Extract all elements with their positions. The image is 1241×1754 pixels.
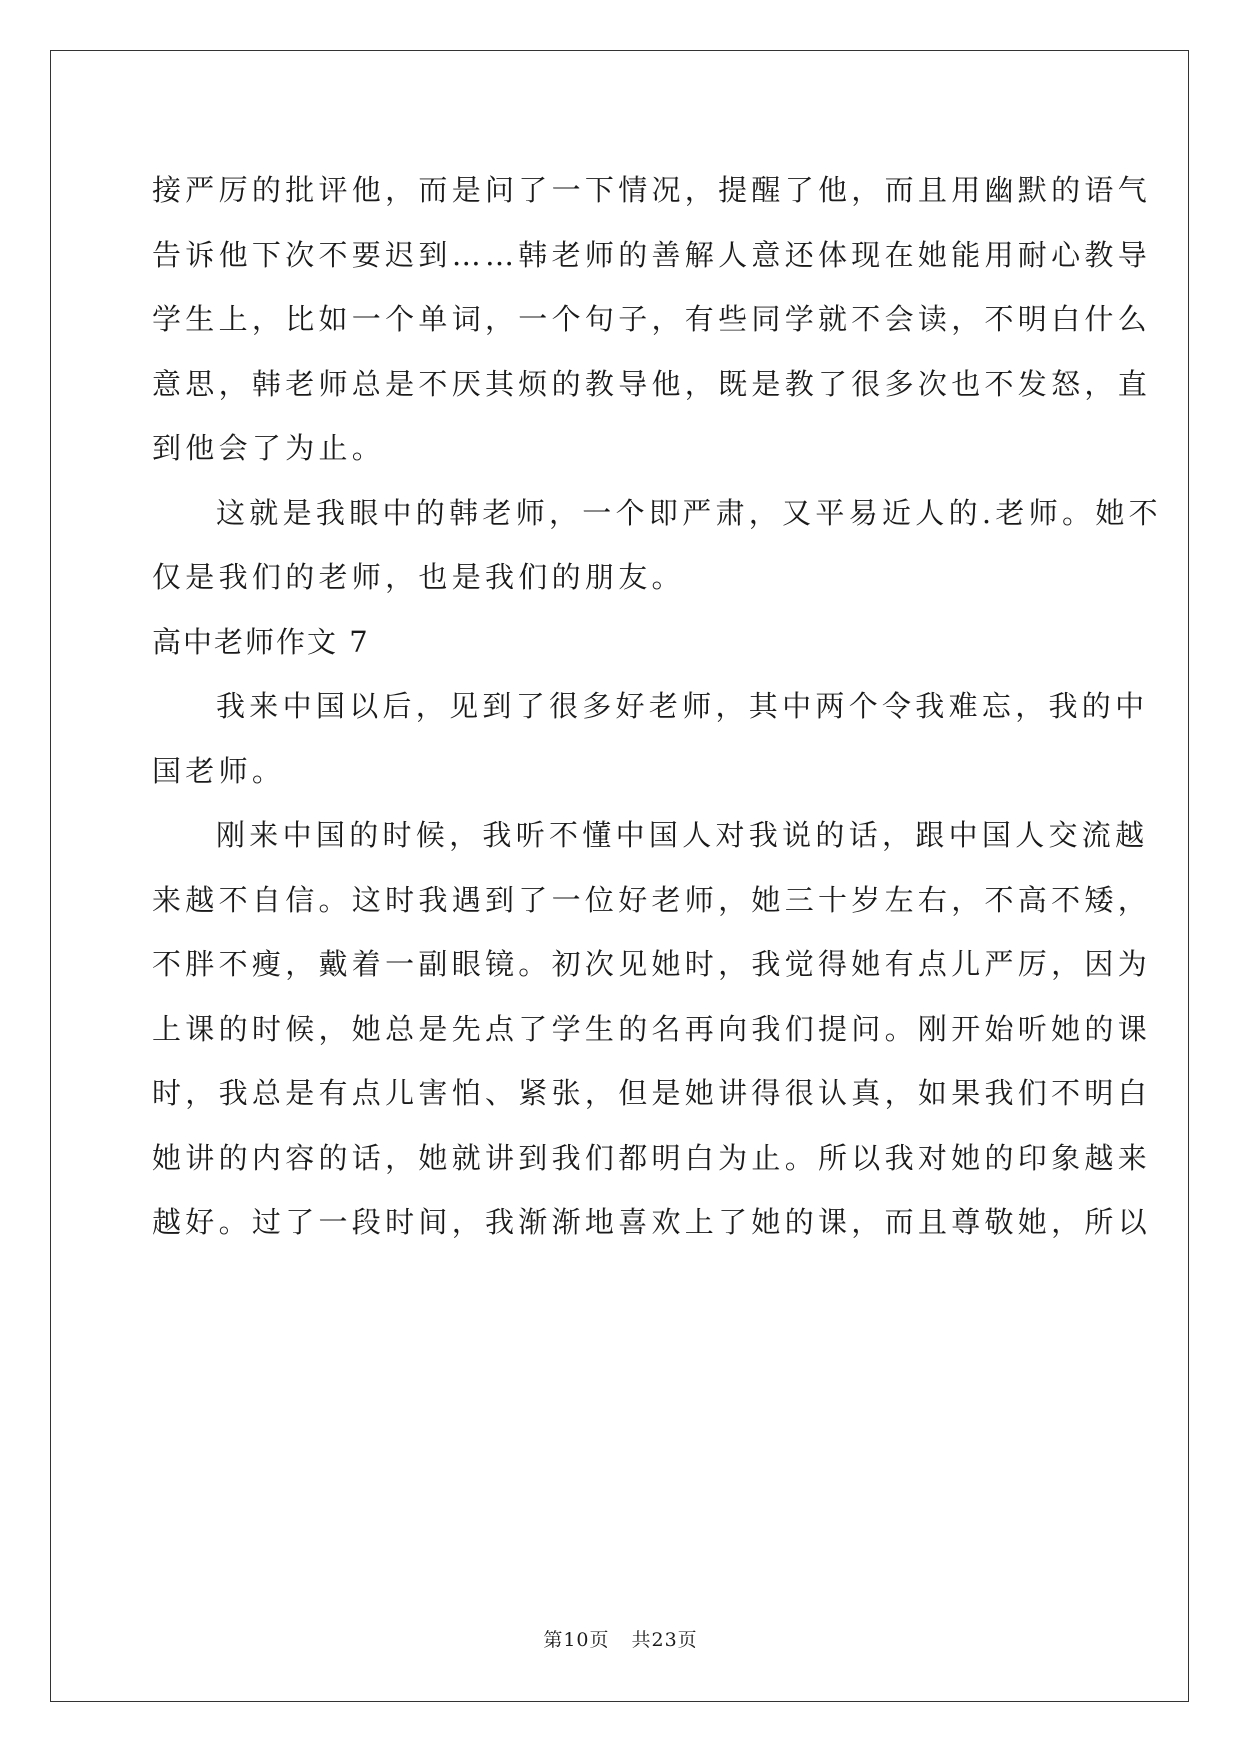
text-line: 她讲的内容的话，她就讲到我们都明白为止。所以我对她的印象越来 [152, 1140, 1152, 1175]
text-line: 来越不自信。这时我遇到了一位好老师，她三十岁左右，不高不矮， [152, 882, 1152, 917]
page-number: 第10页 [543, 1629, 610, 1651]
document-body [152, 158, 1162, 1255]
text-line: 意思，韩老师总是不厌其烦的教导他，既是教了很多次也不发怒，直 [152, 366, 1152, 401]
text-line: 仅是我们的老师，也是我们的朋友。 [152, 560, 685, 594]
page-footer [0, 1625, 1241, 1652]
page-total: 共23页 [631, 1629, 698, 1651]
text-line: 时，我总是有点儿害怕、紧张，但是她讲得很认真，如果我们不明白 [152, 1076, 1152, 1110]
text-line: 到他会了为止。 [152, 431, 386, 465]
text-line: 学生上，比如一个单词，一个句子，有些同学就不会读，不明白什么 [152, 302, 1152, 336]
paragraph-start-line: 这就是我眼中的韩老师，一个即严肃，又平易近人的.老师。她不 [216, 495, 1162, 530]
paragraph-start-line: 我来中国以后，见到了很多好老师，其中两个令我难忘，我的中 [216, 689, 1149, 723]
text-line: 国老师。 [152, 753, 286, 788]
text-line: 不胖不瘦，戴着一副眼镜。初次见她时，我觉得她有点儿严厉，因为 [152, 947, 1152, 981]
text-line: 越好。过了一段时间，我渐渐地喜欢上了她的课，而且尊敬她，所以 [152, 1205, 1152, 1239]
text-line: 上课的时候，她总是先点了学生的名再向我们提问。刚开始听她的课 [152, 1011, 1152, 1046]
text-line: 接严厉的批评他，而是问了一下情况，提醒了他，而且用幽默的语气 [152, 173, 1152, 207]
text-line: 告诉他下次不要迟到……韩老师的善解人意还体现在她能用耐心教导 [152, 237, 1152, 272]
paragraph-start-line: 刚来中国的时候，我听不懂中国人对我说的话，跟中国人交流越 [216, 818, 1149, 852]
section-heading: 高中老师作文 7 [152, 624, 370, 659]
